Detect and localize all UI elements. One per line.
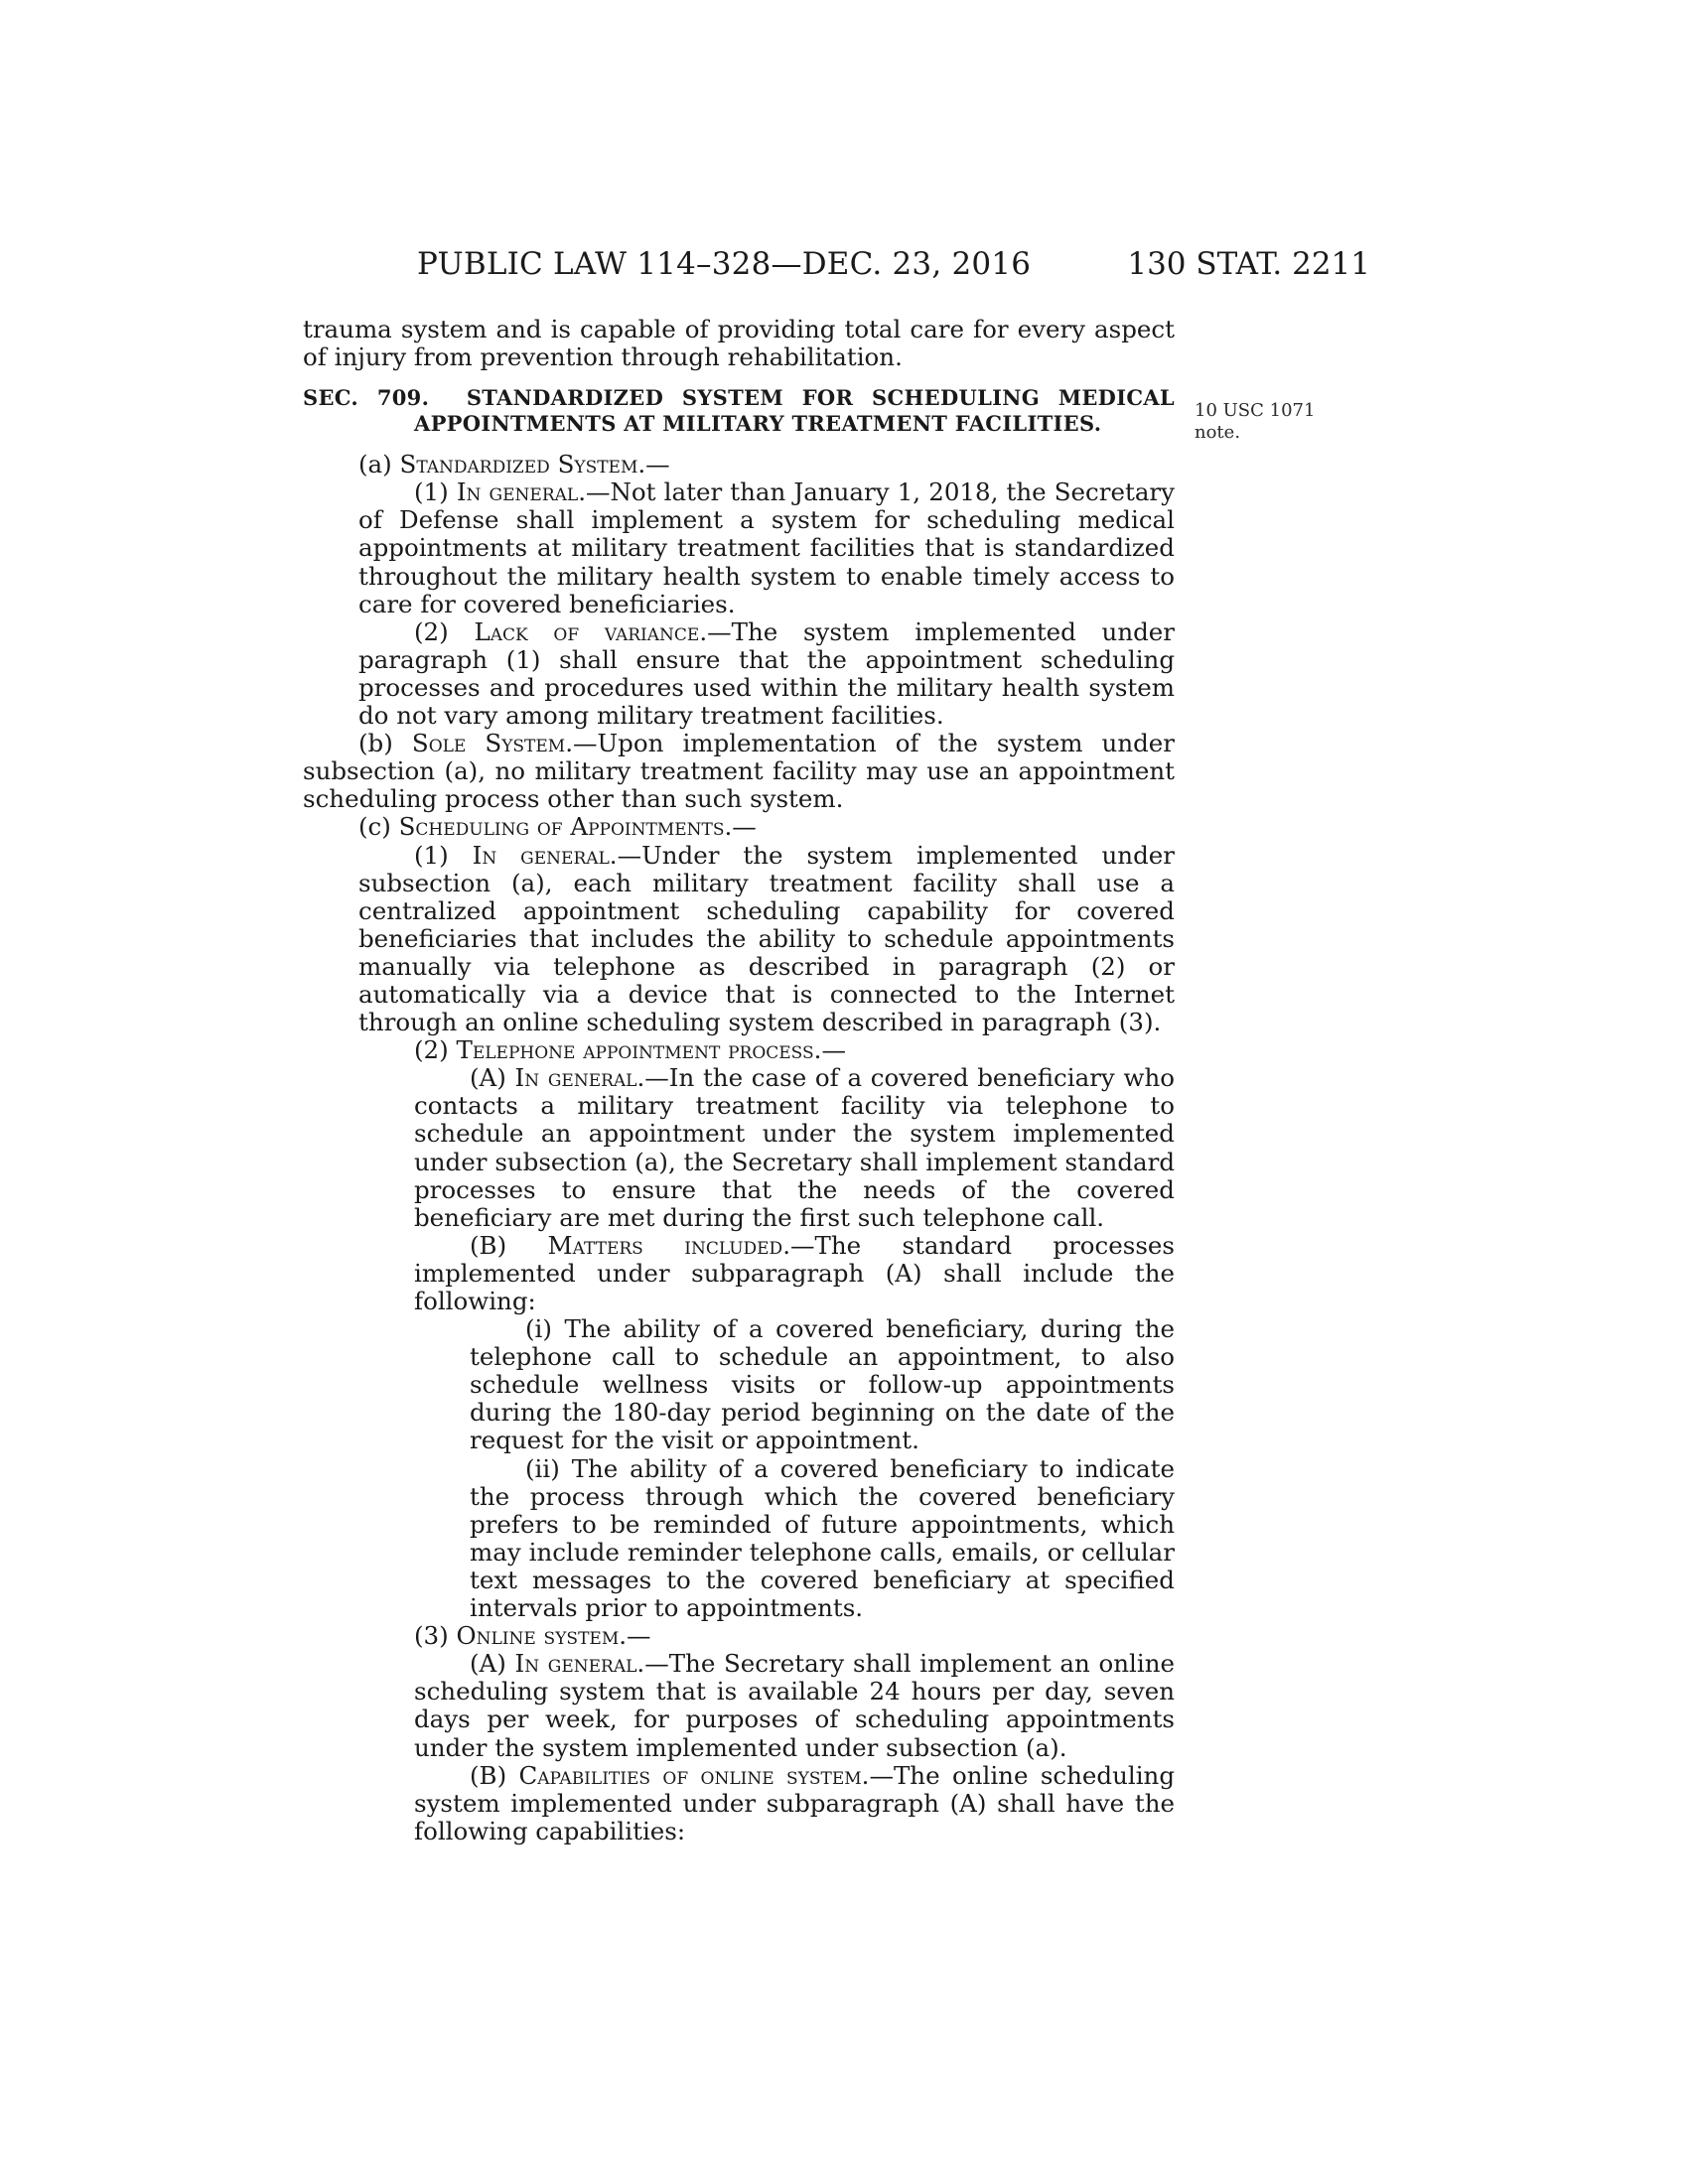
subsection-c-heading (303, 813, 1175, 841)
subsection-c-label: (c) (358, 812, 391, 842)
para-a1-heading: In general.— (456, 478, 611, 507)
header-title: PUBLIC LAW 114–328—DEC. 23, 2016 (417, 246, 1032, 282)
para-c1-label: (1) (414, 840, 449, 870)
subpara-c2B-heading: Matters included.— (547, 1230, 815, 1260)
clause-c2B-i (303, 1315, 1175, 1454)
subpara-c2B-text: The standard processes implemented under subparagraph (A) shall include the following: (414, 1230, 1175, 1315)
clause-i-text: The ability of a covered beneficiary, during the telephone call to schedule an appointment, to also schedule wellness visits or follow-up appointments during the 180-day period beginning on the date of the request for the visit or appointment. (470, 1314, 1175, 1455)
para-c2-heading: Telephone appointment process.— (456, 1035, 846, 1065)
section-number: SEC. 709. (303, 385, 430, 411)
subpara-c3A-text: The Secretary shall implement an online scheduling system that is available 24 hours per day, seven days per week, for purposes of scheduling appointments under the system implemented under subsection (a). (414, 1649, 1175, 1762)
section-title-line1: STANDARDIZED SYSTEM FOR SCHEDULING MEDICAL (466, 385, 1175, 411)
section-title-line2: APPOINTMENTS AT MILITARY TREATMENT FACILITIES. (414, 411, 1102, 437)
subparagraph-c2A (303, 1064, 1175, 1232)
clause-ii-text: The ability of a covered beneficiary to indicate the process through which the covered beneficiary prefers to be reminded of future appointments, which may include reminder telephone calls, emails, or cellular text messages to the covered beneficiary at specified intervals prior to appointments. (470, 1453, 1175, 1623)
subparagraph-c3A (303, 1650, 1175, 1761)
para-a2-text: The system implemented under paragraph (1) shall ensure that the appointment scheduling processes and procedures used within the military health system do not vary among military treatment facilities. (358, 616, 1176, 731)
subsection-a-label: (a) (358, 450, 392, 479)
subsection-c-paragraph-1 (303, 842, 1175, 1037)
subsection-a-heading (303, 451, 1175, 478)
para-a2-label: (2) (414, 616, 449, 646)
subsection-c-paragraph-2-heading (303, 1036, 1175, 1064)
subpara-c2A-heading: In general.— (514, 1063, 669, 1093)
subsection-b-heading: Sole System.— (411, 729, 598, 758)
para-c3-label: (3) (414, 1621, 449, 1651)
header-stat-citation: 130 STAT. 2211 (1127, 246, 1370, 282)
subsection-c-title: Scheduling of Appointments.— (398, 812, 757, 842)
para-c2-label: (2) (414, 1035, 449, 1065)
margin-note (1195, 400, 1315, 444)
subpara-c2B-label: (B) (470, 1230, 507, 1260)
subsection-a-title: Standardized System.— (399, 450, 670, 479)
clause-c2B-ii (303, 1455, 1175, 1623)
section-heading-line1 (303, 385, 1175, 411)
subpara-c3A-label: (A) (470, 1649, 506, 1679)
intro-paragraph: trauma system and is capable of providing total care for every aspect of injury from prevention through rehabilitation. (303, 315, 1175, 372)
subsection-b-text: Upon implementation of the system under subsection (a), no military treatment facility may use an appointment scheduling process other than such system. (303, 729, 1176, 814)
margin-note-line1: 10 USC 1071 (1195, 400, 1316, 421)
subparagraph-c2B (303, 1232, 1175, 1315)
subpara-c2A-text: In the case of a covered beneficiary who contacts a military treatment facility via telephone to schedule an appointment under the system implemented under subsection (a), the Secretary shall implement standard processes to ensure that the needs of the covered beneficiary are met during the first such telephone call. (414, 1063, 1175, 1232)
section-heading (303, 385, 1175, 437)
para-c3-heading: Online system.— (456, 1621, 651, 1651)
subpara-c3B-text: The online scheduling system implemented under subparagraph (A) shall have the following capabilities: (414, 1760, 1176, 1845)
subsection-a-paragraph-1 (303, 478, 1175, 617)
clause-ii-label: (ii) (525, 1453, 560, 1483)
document-body (303, 316, 1175, 1845)
page-header (417, 246, 1370, 290)
subsection-b-label: (b) (358, 729, 393, 758)
subsection-c-paragraph-3-heading (303, 1622, 1175, 1650)
subpara-c3A-heading: In general.— (514, 1649, 669, 1679)
subpara-c2A-label: (A) (470, 1063, 506, 1093)
subparagraph-c3B (303, 1762, 1175, 1845)
margin-note-line2: note. (1195, 422, 1241, 443)
para-a2-heading: Lack of variance.— (474, 616, 732, 646)
subsection-a-paragraph-2 (303, 618, 1175, 730)
para-a1-label: (1) (414, 478, 449, 507)
subpara-c3B-label: (B) (470, 1760, 507, 1790)
para-a1-text: Not later than January 1, 2018, the Secretary of Defense shall implement a system for scheduling medical appointments at military treatment facilities that is standardized throughout the military health system to enable timely access to care for covered beneficiaries. (358, 478, 1175, 618)
clause-i-label: (i) (525, 1314, 552, 1344)
para-c1-text: Under the system implemented under subsection (a), each military treatment facility shall use a centralized appointment scheduling capability for covered beneficiaries that includes the ability to schedule appointments manually via telephone as described in paragraph (2) or automatically via a device that is connected to the Internet through an online scheduling system described in paragraph (3). (358, 840, 1175, 1037)
subsection-b (303, 730, 1175, 813)
subpara-c3B-heading: Capabilities of online system.— (518, 1760, 894, 1790)
para-c1-heading: In general.— (472, 840, 642, 870)
